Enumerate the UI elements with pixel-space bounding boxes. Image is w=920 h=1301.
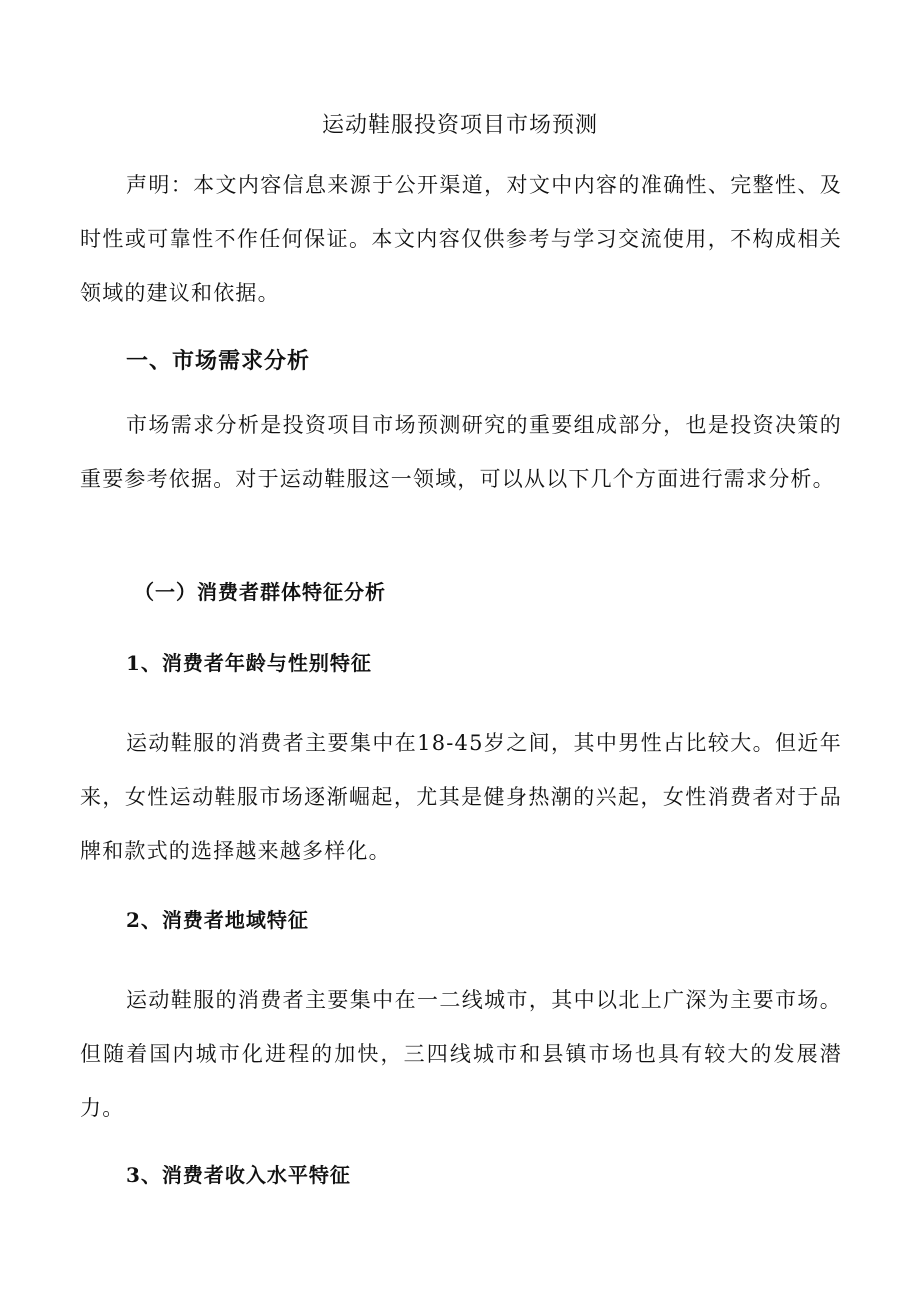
subsection-heading-consumer-groups: （一）消费者群体特征分析 bbox=[134, 580, 386, 604]
age-gender-paragraph: 运动鞋服的消费者主要集中在18-45岁之间，其中男性占比较大。但近年来，女性运动鞋服市场逐渐崛起，尤其是健身热潮的兴起，女性消费者对于品牌和款式的选择越来越多样化。 bbox=[80, 731, 842, 863]
section-intro-paragraph: 市场需求分析是投资项目市场预测研究的重要组成部分，也是投资决策的重要参考依据。对于运动鞋服这一领域，可以从以下几个方面进行需求分析。 bbox=[80, 413, 842, 491]
document-title: 运动鞋服投资项目市场预测 bbox=[321, 113, 598, 138]
item-heading-age-gender: 1、消费者年龄与性别特征 bbox=[126, 651, 372, 675]
region-paragraph: 运动鞋服的消费者主要集中在一二线城市，其中以北上广深为主要市场。但随着国内城市化进程的加快，三四线城市和县镇市场也具有较大的发展潜力。 bbox=[80, 988, 842, 1120]
section-heading-market-demand: 一、市场需求分析 bbox=[126, 348, 311, 374]
disclaimer-paragraph: 声明：本文内容信息来源于公开渠道，对文中内容的准确性、完整性、及时性或可靠性不作任何保证。本文内容仅供参考与学习交流使用，不构成相关领域的建议和依据。 bbox=[80, 173, 842, 305]
item-heading-region: 2、消费者地域特征 bbox=[126, 908, 309, 932]
item-heading-income: 3、消费者收入水平特征 bbox=[126, 1163, 351, 1187]
